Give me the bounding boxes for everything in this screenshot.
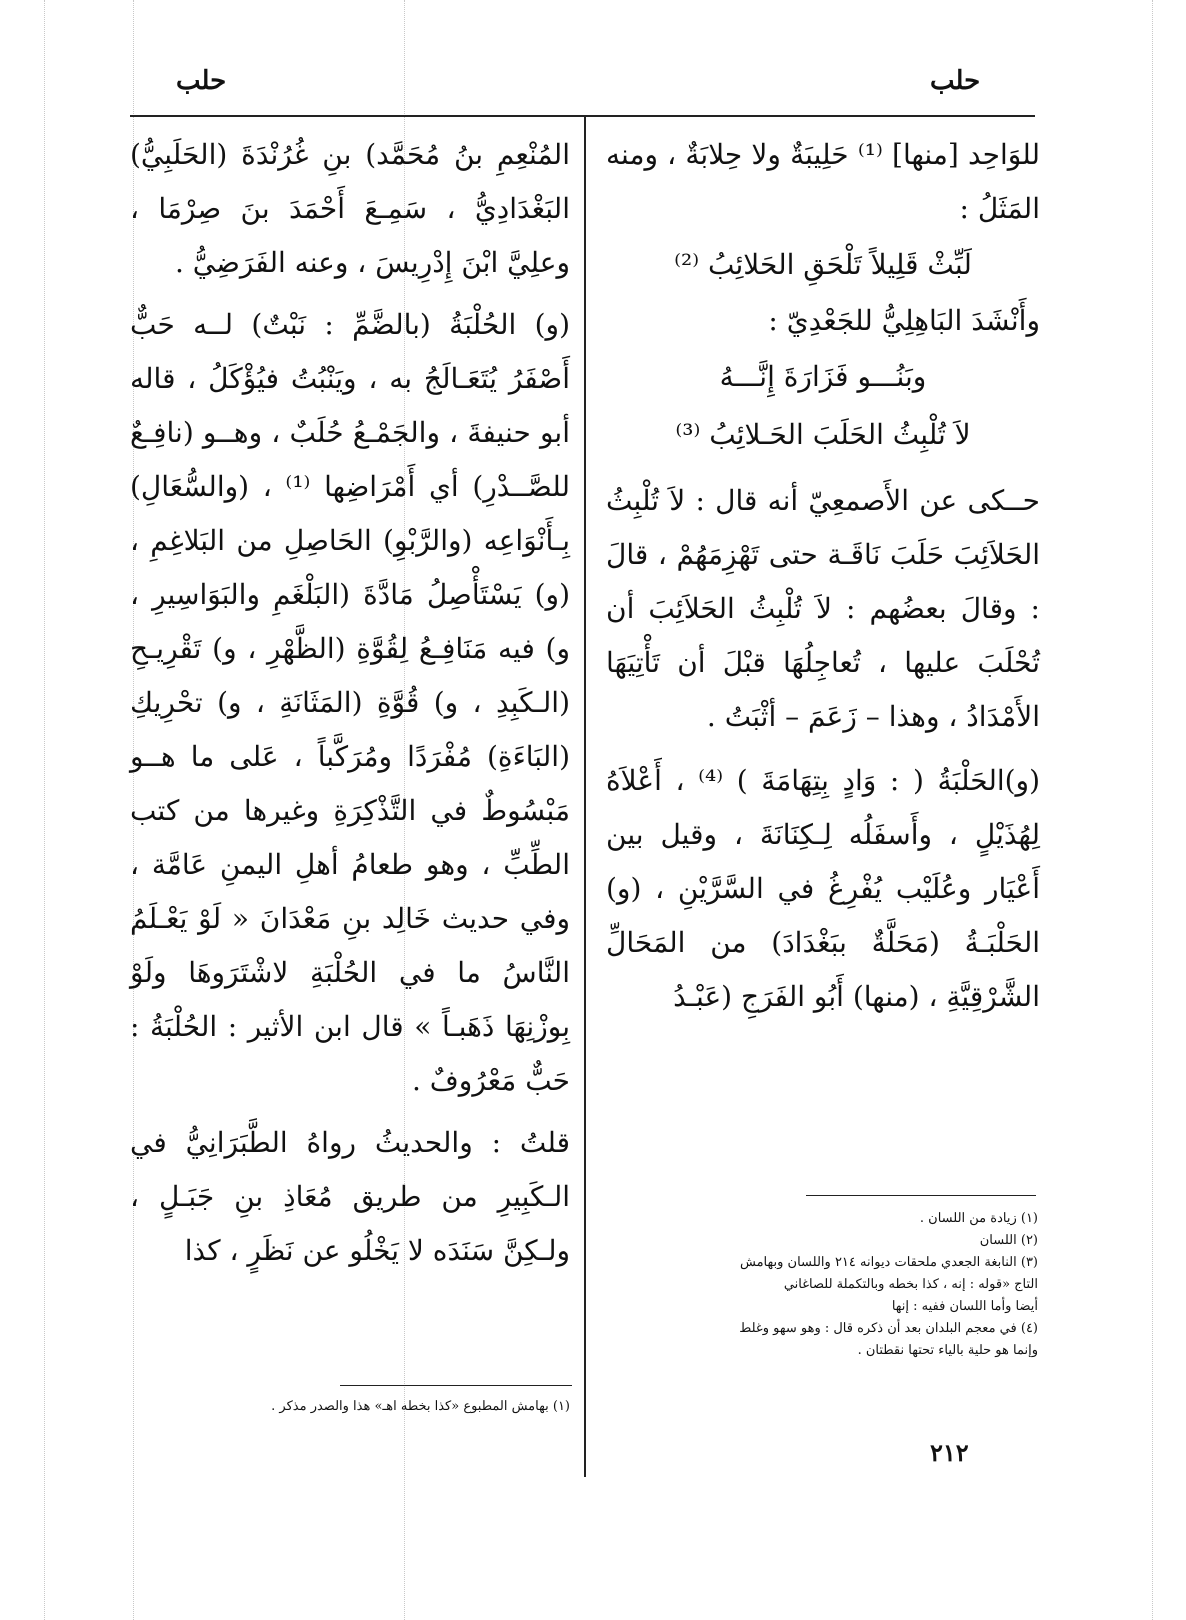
running-header-right: حلب bbox=[930, 66, 981, 96]
right-column bbox=[606, 128, 1040, 1024]
running-header-left: حلب bbox=[176, 66, 227, 96]
right-paragraph-4: (و)الحَلْبَةُ ( : وَادٍ بِتِهَامَةَ ) ⁽⁴⁾ ، أَعْلاَهُ لِهُذَيْلٍ ، وأَسفَلُه لِـكِنَانَةَ ، وقيل بين أَعْيَار وعُلَيْب يُفْرِغُ في السَّرَّيْنِ ، (و) الحَلْبَـةُ (مَحَلَّةٌ ببَغْدَادَ) من المَحَالِّ الشَّرْقِيَّةِ ، (منها) أَبُو الفَرَجِ (عَبْـدُ bbox=[606, 764, 1040, 1013]
footnote: (٤) في معجم البلدان بعد أن ذكره قال : وهو سهو وغلط bbox=[739, 1321, 1038, 1336]
right-footnotes bbox=[606, 1208, 1038, 1362]
scan-guide-line bbox=[1152, 0, 1153, 1620]
footnote: التاج «قوله : إنه ، كذا بخطه وبالتكملة للصاغاني bbox=[783, 1277, 1038, 1292]
column-divider bbox=[584, 117, 586, 1477]
scan-guide-line bbox=[44, 0, 45, 1620]
verse-line: لَبِّثْ قَلِيلاً تَلْحَقِ الحَلائِبُ ⁽²⁾ bbox=[674, 248, 972, 281]
footnote: أيضا وأما اللسان ففيه : إنها bbox=[891, 1299, 1038, 1314]
right-paragraph-3: حــكى عن الأَصمعِيّ أنه قال : لاَ تُلْبِثُ الحَلاَئِبَ حَلَبَ نَاقَـة حتى تَهْزِمَهُمْ ، قالَ : وقالَ بعضُهم : لاَ تُلْبِثُ الحَلاَئِبَ أن تُحْلَبَ عليها ، تُعاجِلُهَا قبْلَ أن تَأْتِيَهَا الأَمْدَادُ ، وهذا – زَعَمَ – أثْبَتُ . bbox=[606, 484, 1040, 733]
page-number: ٢١٢ bbox=[930, 1438, 969, 1467]
verse-line: وبَنُـــو فَزَارَةَ إِنَّـــهُ bbox=[719, 360, 927, 393]
verse-line: لاَ تُلْبِثُ الحَلَبَ الحَـلائِبُ ⁽³⁾ bbox=[675, 418, 971, 451]
left-column bbox=[130, 128, 570, 1278]
right-paragraph-2: وأَنْشَدَ البَاهِلِيُّ للجَعْدِيّ : bbox=[768, 304, 1040, 337]
footnote: (٣) النابغة الجعدي ملحقات ديوانه ٢١٤ واللسان وبهامش bbox=[740, 1255, 1038, 1270]
left-paragraph-3: قلتُ : والحديثُ رواهُ الطَّبَرَانِيُّ في الـكَبِيرِ من طريق مُعَاذِ بنِ جَبَـلٍ ، ولـكِنَّ سَنَدَه لا يَخْلُو عن نَظَرٍ ، كذا bbox=[130, 1126, 570, 1267]
footnote: (٢) اللسان bbox=[979, 1233, 1038, 1248]
footnote: (١) زيادة من اللسان . bbox=[919, 1211, 1038, 1226]
left-paragraph-2: (و) الحُلْبَةُ (بالضَّمِّ : نَبْتٌ) لــه حَبٌّ أَصْفَرُ يُتَعَـالَجُ به ، ويَنْبُتُ فيُؤْكَلُ ، قاله أبو حنيفةَ ، والجَمْـعُ حُلَبٌ ، وهــو (نافِـعٌ للصَّــدْرِ) أي أَمْرَاضِها ⁽¹⁾ ، (والسُّعَالِ) بِـأَنْوَاعِه (والرَّبْوِ) الحَاصِلِ من البَلاغِمِ ، (و) يَسْتَأْصِلُ مَادَّةَ (البَلْغَمِ والبَوَاسِيرِ ، و) فيه مَنَافِـعُ لِقُوَّةِ (الظَّهْرِ ، و) تَقْرِيـحِ (الـكَبِدِ ، و) قُوَّةِ (المَثَانَةِ ، و) تحْرِيكِ (البَاءَةِ) مُفْرَدًا ومُرَكَّباً ، عَلى ما هــو مَبْسُوطٌ في التَّذْكِرَةِ وغيرها من كتب الطِّبِّ ، وهو طعامُ أهلِ اليمنِ عَامَّة ، وفي حديث خَالِد بنِ مَعْدَانَ « لَوْ يَعْـلَمُ النَّاسُ ما في الحُلْبَةِ لاشْتَرَوهَا ولَوْ بِوزْنِهَا ذَهَبـاً » قال ابن الأثير : الحُلْبَةُ : حَبٌّ مَعْرُوفٌ . bbox=[130, 308, 570, 1097]
footnote-rule bbox=[806, 1195, 1036, 1196]
footnote: وإنما هو حلية بالياء تحتها نقطتان . bbox=[857, 1343, 1038, 1358]
footnote-rule bbox=[340, 1385, 572, 1386]
footnote: (١) بهامش المطبوع «كذا بخطه اهـ» هذا والصدر مذكر . bbox=[271, 1399, 570, 1414]
left-footnotes bbox=[130, 1396, 570, 1418]
right-paragraph-1: للوَاحِد [منها] ⁽¹⁾ حَلِيبَةٌ ولا حِلابَةٌ ، ومنه المَثَلُ : bbox=[606, 138, 1040, 225]
header-rule bbox=[130, 115, 1035, 117]
left-paragraph-1: المُنْعِمِ بنُ مُحَمَّد) بنِ غُرُنْدَةَ (الحَلَبِيُّ) البَغْدَادِيُّ ، سَمِـعَ أَحْمَدَ بنَ صِرْمَا ، وعلِيَّ ابْنَ إِدْرِيسَ ، وعنه الفَرَضِيُّ . bbox=[130, 138, 570, 279]
